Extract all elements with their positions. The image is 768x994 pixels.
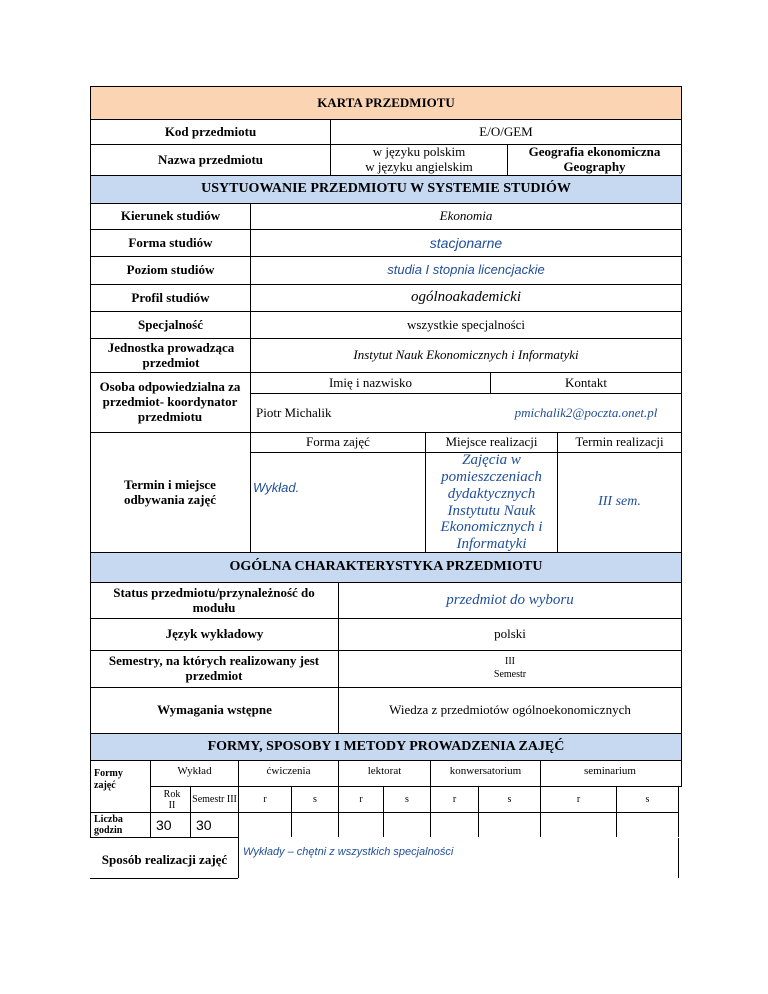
- name-pl: Geografia ekonomiczna: [528, 144, 661, 160]
- forms-label: Formy zajęć: [94, 768, 123, 791]
- lectorate-header: lektorat: [367, 764, 402, 777]
- placement-value: stacjonarne: [429, 234, 503, 251]
- semesters-label: Semestry, na których realizowany jest przedmiot: [108, 653, 320, 683]
- place-value: Zajęcia w pomieszczeniach dydaktycznych Instytutu Nauk Ekonomicznych i Informatyki: [440, 452, 543, 553]
- page-title: KARTA PRZEDMIOTU: [317, 94, 455, 110]
- conversatorium-s: s: [507, 793, 512, 805]
- hours-label: Liczba godzin: [94, 813, 123, 836]
- lang-en-label: w języku angielskim: [365, 159, 473, 175]
- unit-label: Jednostka prowadząca przedmiot: [107, 339, 235, 370]
- year-label: Rok II: [163, 788, 181, 811]
- exercises-s: s: [313, 793, 317, 805]
- lecture-header: Wykład: [177, 764, 212, 777]
- section1-heading: USYTUOWANIE PRZEDMIOTU W SYSTEMIE STUDIÓW: [201, 181, 571, 197]
- coordinator-name: Piotr Michalik: [256, 404, 332, 420]
- placement-label: Specjalność: [138, 316, 203, 332]
- term-value: III sem.: [598, 494, 641, 510]
- semesters-value: III: [505, 656, 515, 668]
- conversatorium-r: r: [452, 793, 457, 805]
- semesters-sub: Semestr: [493, 669, 527, 681]
- contact-label: Kontakt: [565, 374, 607, 390]
- status-label: Status przedmiotu/przynależność do modułu: [113, 584, 315, 615]
- name-surname-label: Imię i nazwisko: [328, 374, 413, 390]
- method-label: Sposób realizacji zajęć: [101, 851, 228, 867]
- section2-heading: OGÓLNA CHARAKTERYSTYKA PRZEDMIOTU: [229, 559, 543, 575]
- placement-value: wszystkie specjalności: [406, 316, 526, 332]
- placement-label: Kierunek studiów: [120, 208, 221, 224]
- form-value: Wykład.: [253, 479, 300, 495]
- language-value: polski: [494, 626, 526, 642]
- lectorate-s: s: [405, 793, 409, 805]
- hours-year: 30: [156, 816, 172, 833]
- coordinator-label: Osoba odpowiedzialna za przedmiot- koordynator przedmiotu: [99, 379, 241, 424]
- seminar-s: s: [645, 793, 650, 805]
- unit-value: Instytut Nauk Ekonomicznych i Informatyki: [353, 347, 579, 363]
- outer-right-border-top: [681, 86, 682, 786]
- status-value: przedmiot do wyboru: [446, 591, 574, 608]
- placement-value: Ekonomia: [439, 208, 493, 224]
- semester-label: Semestr III: [192, 794, 237, 805]
- seminar-header: seminarium: [584, 764, 636, 777]
- prereq-value: Wiedza z przedmiotów ogólnoekonomicznych: [389, 702, 631, 718]
- seminar-r: r: [576, 793, 581, 805]
- name-en: Geography: [563, 159, 626, 175]
- schedule-label: Termin i miejsce odbywania zajęć: [123, 476, 217, 507]
- placement-value: studia I stopnia licencjackie: [387, 262, 545, 278]
- course-code-label: Kod przedmiotu: [164, 123, 257, 139]
- conversatorium-header: konwersatorium: [449, 764, 522, 777]
- language-label: Język wykładowy: [165, 626, 264, 642]
- course-code: E/O/GEM: [479, 123, 533, 139]
- form-label: Forma zajęć: [306, 434, 370, 450]
- place-label: Miejsce realizacji: [445, 434, 538, 450]
- method-value: Wykłady – chętni z wszystkich specjalności: [243, 845, 454, 858]
- coordinator-email[interactable]: pmichalik2@poczta.onet.pl: [514, 404, 658, 420]
- lectorate-r: r: [359, 793, 363, 805]
- placement-label: Poziom studiów: [126, 262, 215, 278]
- exercises-header: ćwiczenia: [266, 764, 311, 777]
- placement-value: ogólnoakademicki: [411, 289, 521, 306]
- section3-heading: FORMY, SPOSOBY I METODY PROWADZENIA ZAJĘĆ: [207, 738, 565, 754]
- term-label: Termin realizacji: [575, 434, 664, 450]
- exercises-r: r: [263, 793, 267, 805]
- lang-pl-label: w języku polskim: [372, 144, 466, 160]
- placement-label: Profil studiów: [131, 289, 210, 305]
- course-name-label: Nazwa przedmiotu: [157, 151, 264, 167]
- hours-semester: 30: [196, 816, 212, 833]
- placement-label: Forma studiów: [128, 234, 213, 250]
- prereq-label: Wymagania wstępne: [157, 702, 272, 718]
